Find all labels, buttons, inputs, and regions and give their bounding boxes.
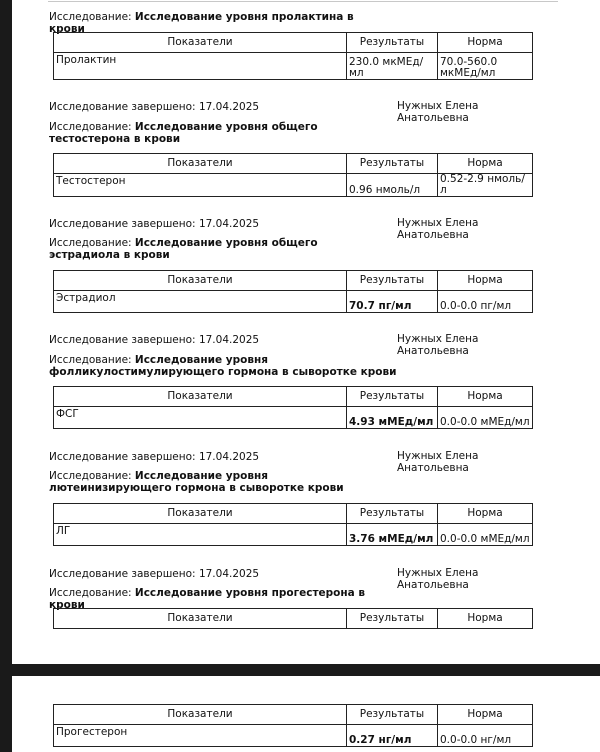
table-header-row [54,387,533,407]
header-norm: Норма [438,705,533,725]
study-name: Исследование уровня лютеинизирующего гормона в сыворотке крови [49,470,344,494]
results-table-estradiol [53,270,533,313]
norm-value: 0.0-0.0 нг/мл [438,725,533,747]
results-table-testosterone [53,153,533,197]
doctor-name: Нужных Елена Анатольевна [397,217,479,241]
result-value: 70.7 пг/мл [347,291,438,313]
param-name: Эстрадиол [54,291,347,313]
norm-value: 70.0-560.0 мкМЕд/мл [438,53,533,80]
completed-date: 17.04.2025 [198,101,260,113]
page-top-rule [48,1,558,2]
header-norm: Норма [438,33,533,53]
param-name: ЛГ [54,524,347,546]
param-name: ФСГ [54,407,347,429]
completed-line [49,218,259,230]
study-label: Исследование: [49,11,135,23]
table-header-row [54,271,533,291]
completed-line [49,101,259,113]
table-row [54,524,533,546]
param-name: Прогестерон [54,725,347,747]
doctor-name: Нужных Елена Анатольевна [397,567,479,591]
table-row [54,725,533,747]
study-title-fsh [49,355,409,378]
header-params: Показатели [54,154,347,174]
study-name: Исследование уровня общего эстрадиола в крови [49,237,318,261]
study-name: Исследование уровня прогестерона в крови [49,587,366,611]
norm-value: 0.0-0.0 пг/мл [438,291,533,313]
document-page-2 [12,676,600,752]
doctor-name: Нужных Елена Анатольевна [397,450,479,474]
table-row [54,174,533,197]
study-name: Исследование уровня пролактина в крови [49,11,354,35]
header-results: Результаты [347,504,438,524]
doctor-name: Нужных Елена Анатольевна [397,100,479,124]
study-label: Исследование: [49,237,135,249]
header-results: Результаты [347,705,438,725]
table-header-row [54,504,533,524]
header-norm: Норма [438,387,533,407]
study-name: Исследование уровня фолликулостимулирующего гормона в сыворотке крови [49,354,397,378]
study-title-estradiol [49,238,389,261]
study-label: Исследование: [49,121,135,133]
param-name: Тестостерон [54,174,347,197]
results-table-progesterone-header [53,608,533,629]
table-header-row [54,705,533,725]
header-results: Результаты [347,271,438,291]
doctor-name: Нужных Елена Анатольевна [397,333,479,357]
document-page-1 [12,0,600,664]
norm-value: 0.52-2.9 нмоль/л [438,174,533,197]
completed-date: 17.04.2025 [198,451,260,463]
result-value: 0.96 нмоль/л [347,174,438,197]
norm-value: 0.0-0.0 мМЕд/мл [438,524,533,546]
completed-line [49,451,259,463]
completed-label: Исследование завершено: [49,568,199,580]
header-results: Результаты [347,154,438,174]
header-params: Показатели [54,504,347,524]
header-params: Показатели [54,33,347,53]
header-norm: Норма [438,504,533,524]
completed-line [49,334,259,346]
results-table-fsh [53,386,533,429]
header-params: Показатели [54,387,347,407]
header-results: Результаты [347,387,438,407]
study-name: Исследование уровня общего тестостерона в крови [49,121,318,145]
header-params: Показатели [54,609,347,629]
results-table-prolactin [53,32,533,80]
completed-label: Исследование завершено: [49,101,199,113]
table-header-row [54,609,533,629]
study-label: Исследование: [49,354,135,366]
study-title-testosterone [49,122,389,145]
completed-label: Исследование завершено: [49,451,199,463]
result-value: 4.93 мМЕд/мл [347,407,438,429]
table-row [54,291,533,313]
table-row [54,53,533,80]
results-table-progesterone [53,704,533,747]
table-row [54,407,533,429]
results-table-lh [53,503,533,546]
header-norm: Норма [438,609,533,629]
table-header-row [54,33,533,53]
study-label: Исследование: [49,587,135,599]
header-norm: Норма [438,154,533,174]
table-header-row [54,154,533,174]
header-norm: Норма [438,271,533,291]
header-results: Результаты [347,609,438,629]
param-name: Пролактин [54,53,347,80]
norm-value: 0.0-0.0 мМЕд/мл [438,407,533,429]
completed-date: 17.04.2025 [198,568,260,580]
result-value: 0.27 нг/мл [347,725,438,747]
completed-date: 17.04.2025 [198,334,260,346]
header-results: Результаты [347,33,438,53]
result-value: 3.76 мМЕд/мл [347,524,438,546]
header-params: Показатели [54,271,347,291]
study-title-lh [49,471,389,494]
completed-label: Исследование завершено: [49,334,199,346]
study-label: Исследование: [49,470,135,482]
result-value: 230.0 мкМЕд/мл [347,53,438,80]
completed-line [49,568,259,580]
completed-date: 17.04.2025 [198,218,260,230]
completed-label: Исследование завершено: [49,218,199,230]
header-params: Показатели [54,705,347,725]
